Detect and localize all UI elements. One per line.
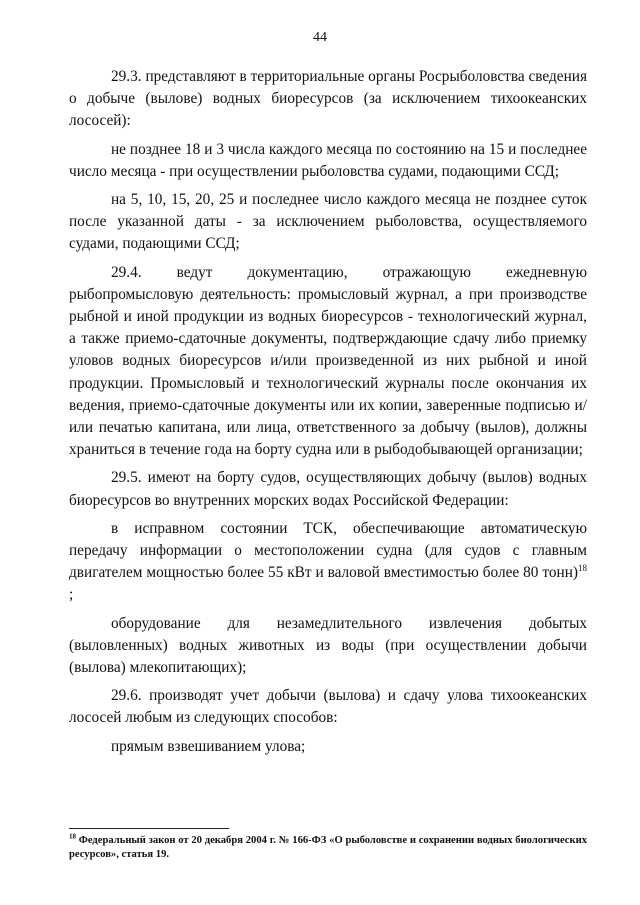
footnote-number: 18 <box>69 832 76 841</box>
page-number: 44 <box>313 30 327 45</box>
footnote <box>69 834 587 862</box>
paragraph-deadline-other: на 5, 10, 15, 20, 25 и последнее число каждого месяца не позднее суток после указанной даты - за исключением рыболовства, осуществляемого судами, подающими ССД; <box>69 191 587 253</box>
paragraph-29-4: 29.4. ведут документацию, отражающую ежедневную рыбопромысловую деятельность: промысловый журнал, а при производстве рыбной и иной продукции из водных биоресурсов - технологический журнал, а также приемо-сдаточные документы, подтверждающие сдачу либо приемку уловов водных биоресурсов и/или произведенной из них рыбной и иной продукции. Промысловый и технологический журналы после окончания их ведения, приемо-сдаточные документы или их копии, заверенные подписью и/или печатью капитана, или лица, ответственного за добычу (вылов), должны храниться в течение года на борту судна или в рыбодобывающей организации; <box>69 263 587 459</box>
footnote-reference[interactable]: 18 <box>578 563 587 574</box>
paragraph-direct-weighing: прямым взвешиванием улова; <box>111 737 306 755</box>
footnote-text: Федеральный закон от 20 декабря 2004 г. № 166-ФЗ «О рыболовстве и сохранении водных биологических ресурсов», статья 19. <box>69 835 587 860</box>
paragraph-deadline-ssd: не позднее 18 и 3 числа каждого месяца по состоянию на 15 и последнее число месяца - при осуществлении рыболовства судами, подающими ССД; <box>69 140 587 180</box>
paragraph-equipment: оборудование для незамедлительного извлечения добытых (выловленных) водных животных из воды (при осуществлении добычи (вылова) млекопитающих); <box>69 614 587 677</box>
paragraph-29-5: 29.5. имеют на борту судов, осуществляющих добычу (вылов) водных биоресурсов во внутренних морских водах Российской Федерации: <box>69 469 587 509</box>
paragraph-tsk <box>69 518 587 607</box>
paragraph-29-6: 29.6. производят учет добычи (вылова) и сдачу улова тихоокеанских лососей любым из следующих способов: <box>69 687 587 727</box>
footnote-separator <box>69 828 229 829</box>
paragraph-tsk-text: в исправном состоянии ТСК, обеспечивающие автоматическую передачу информации о местоположении судна (для судов с главным двигателем мощностью более 55 кВт и валовой вместимостью более 80 тонн) <box>69 519 587 582</box>
paragraph-tsk-tail: ; <box>69 586 74 604</box>
body-text <box>69 66 587 764</box>
paragraph-29-3: 29.3. представляют в территориальные органы Росрыболовства сведения о добыче (вылове) водных биоресурсов (за исключением тихоокеанских лососей): <box>69 68 587 130</box>
